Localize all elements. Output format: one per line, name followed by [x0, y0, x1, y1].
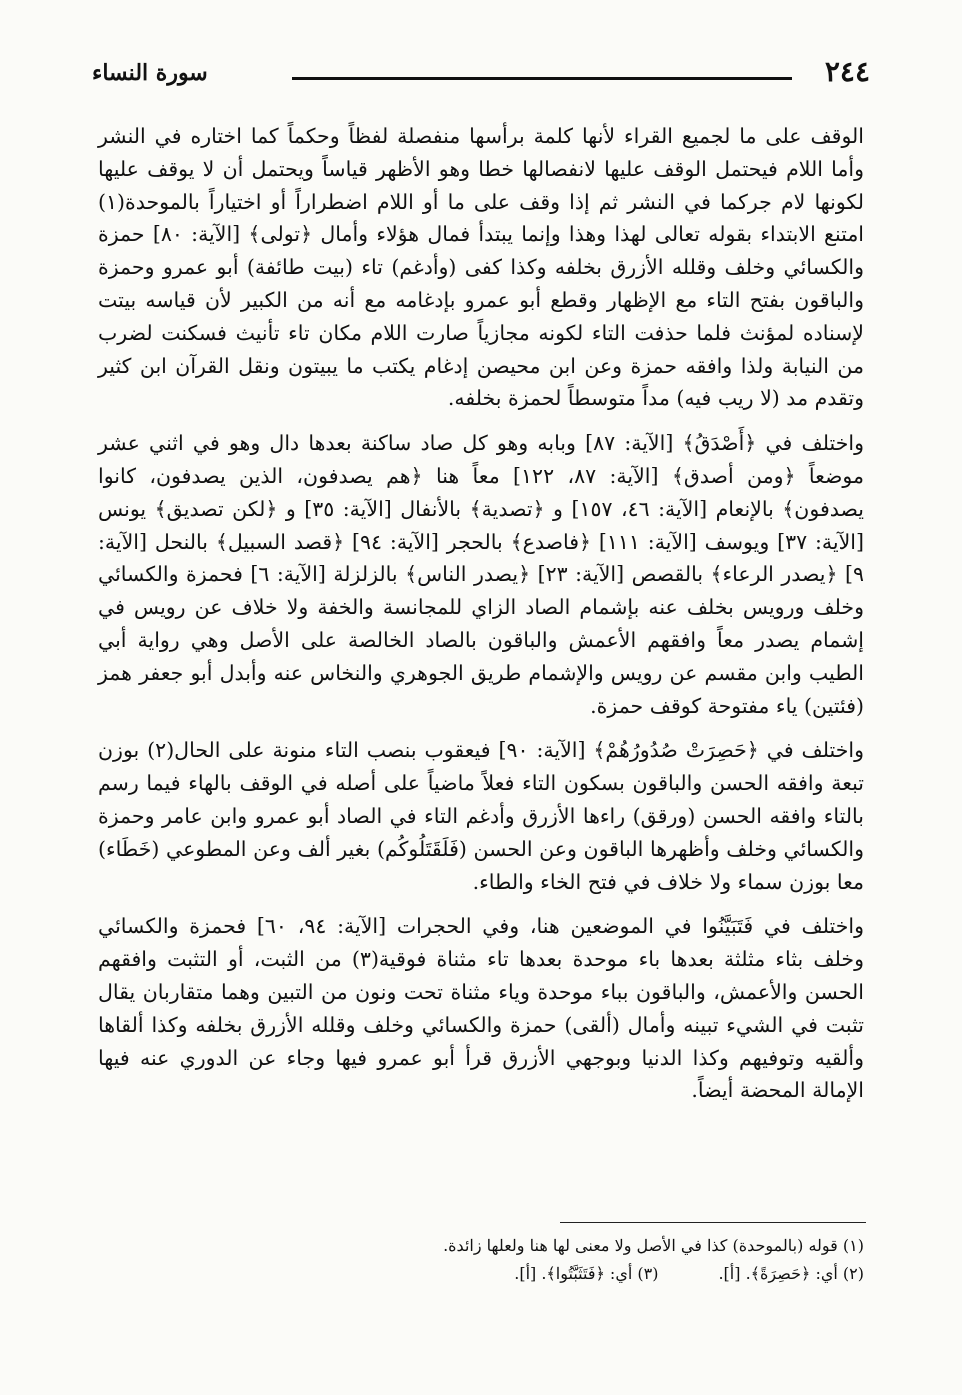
footnote-3: (٣) أي: ﴿فَتَثَبَّتُوا﴾. [أ]. [514, 1264, 659, 1283]
paragraph-2: واختلف في ﴿أَصْدَقُ﴾ [الآية: ٨٧] وبابه وهو كل صاد ساكنة بعدها دال وهو في اثني عشر موضعاً ﴿ومن أصدق﴾ [الآية: ٨٧، ١٢٢] معاً هنا ﴿هم يصدفون، الذين يصدفون، كانوا يصدفون﴾ بالإنعام [الآية: ٤٦، ١٥٧] و ﴿تصدية﴾ بالأنفال [الآية: ٣٥] و ﴿لكن تصديق﴾ يونس [الآية: ٣٧] ويوسف [الآية: ١١١] ﴿فاصدع﴾ بالحجر [الآية: ٩٤] ﴿قصد السبيل﴾ بالنحل [الآية: ٩] ﴿يصدر الرعاء﴾ بالقصص [الآية: ٢٣] ﴿يصدر الناس﴾ بالزلزلة [الآية: ٦] فحمزة والكسائي وخلف ورويس بخلف عنه بإشمام الصاد الزاي للمجانسة والخفة ولا خلاف عن رويس في إشمام يصدر معاً وافقهم الأعمش والباقون بالصاد الخالصة على الأصل وهي رواية أبي الطيب وابن مقسم عن رويس والإشمام طريق الجوهري والنخاس عنه وأبدل أبو جعفر همز (فئتين) ياء مفتوحة كوقف حمزة. [98, 431, 864, 718]
header-rule [292, 77, 792, 80]
paragraph-1: الوقف على ما لجميع القراء لأنها كلمة برأسها منفصلة لفظاً وحكماً كما اختاره في النشر وأما اللام فيحتمل الوقف عليها لانفصالها خطا وهو الأظهر قياساً ويحتمل أن لا يوقف عليها لكونها لام جركما في النشر ثم إذا وقف على ما أو اللام اضطراراً أو اختياراً بالموحدة(١) امتنع الابتداء بقوله تعالى لهذا وهذا وإنما يبتدأ فمال هؤلاء وأمال ﴿تولى﴾ [الآية: ٨٠] حمزة والكسائي وخلف وقلله الأزرق بخلفه وكذا كفى (وأدغم) تاء (بيت طائفة) أبو عمرو وحمزة والباقون بفتح التاء مع الإظهار وقطع أبو عمرو بإدغامه مع أنه من الكبير لأن قياسه بيتت لإسناده لمؤنث فلما حذفت التاء لكونه مجازياً صارت اللام مكان تاء تأنيث فسكنت لضرب من النيابة ولذا وافقه حمزة وعن ابن محيصن إدغام يكتب ما يبيتون ونقل القرآن ابن كثير وتقدم مد (لا ريب فيه) مداً متوسطاً لحمزة بخلفه. [98, 124, 864, 411]
page-number: ٢٤٤ [824, 55, 870, 88]
paragraph-3: واختلف في ﴿حَصِرَتْ صُدُورُهُمْ﴾ [الآية: ٩٠] فيعقوب بنصب التاء منونة على الحال(٢) بوزن تبعة وافقه الحسن والباقون بسكون التاء فعلاً ماضياً على أصله في الوقف بالهاء فيما رسم بالتاء وافقه الحسن (ورقق) راءها الأزرق وأدغم التاء في الصاد أبو عمرو وابن عامر وحمزة والكسائي وخلف وأظهرها الباقون وعن الحسن (فَلَقَتَلُوكُم) بغير ألف وعن المطوعي (خَطَاء) معا بوزن سماء ولا خلاف في فتح الخاء والطاء. [98, 738, 865, 894]
footnote-rule [560, 1222, 866, 1223]
footnotes [98, 1232, 864, 1288]
footnote-row [98, 1260, 864, 1288]
page-body [98, 120, 864, 1107]
footnote-2: (٢) أي: ﴿حَصِرَةً﴾. [أ]. [718, 1264, 864, 1283]
page-header [92, 52, 870, 92]
surah-title: سورة النساء [92, 60, 208, 86]
paragraph-4: واختلف في فَتَبَيَّنُوا في الموضعين هنا، وفي الحجرات [الآية: ٩٤، ٦٠] فحمزة والكسائي وخلف بثاء مثلثة بعدها باء موحدة بعدها تاء مثناة فوقية(٣) من الثبت، أو التثبت وافقهم الحسن والأعمش، والباقون بباء موحدة وياء مثناة تحت ونون من التبين وهما متقاربان يقال تثبت في الشيء تبينه وأمال (ألقى) حمزة والكسائي وخلف وقلله الأزرق بخلفه وكذا ألقاها وألقيه وتوفيهم وكذا الدنيا وبوجهي الأزرق قرأ أبو عمرو فيها وجاء عن الدوري عنه فيها الإمالة المحضة أيضاً. [98, 914, 865, 1103]
footnote-1: (١) قوله (بالموحدة) كذا في الأصل ولا معنى لها هنا ولعلها زائدة. [443, 1236, 864, 1255]
